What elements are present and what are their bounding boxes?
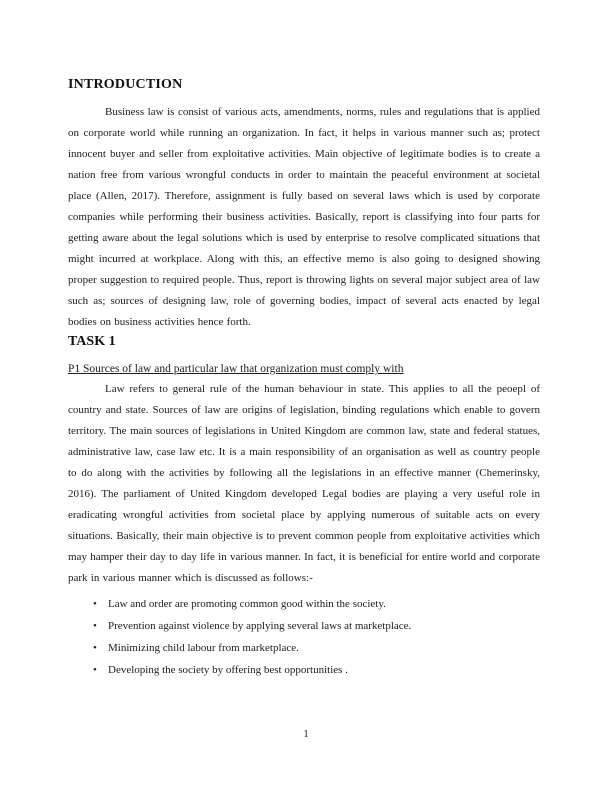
section-heading-introduction: INTRODUCTION bbox=[68, 77, 183, 92]
bullet-icon: • bbox=[93, 642, 97, 654]
bullet-item bbox=[68, 615, 540, 637]
bullet-item-text: Law and order are promoting common good within the society. bbox=[108, 598, 386, 610]
introduction-paragraph: Business law is consist of various acts, amendments, norms, rules and regulations that is applied on corporate world while running an organization. In fact, it helps in various manner such as; protect innocent buyer and seller from exploitative activities. Main objective of legitimate bodies is to create a nation free from various wrongful conducts in order to maintain the peaceful environment at societal place (Allen, 2017). Therefore, assignment is fully based on several laws which is used by corporate companies while performing their business activities. Basically, report is classifying into four parts for getting aware about the legal solutions which is used by enterprise to resolve complicated situations that might incurred at workplace. Along with this, an effective memo is also going to designed showing proper suggestion to required people. Thus, report is throwing lights on several major subject area of law such as; sources of designing law, role of governing bodies, impact of several acts enacted by legal bodies on business activities hence forth. bbox=[68, 106, 540, 328]
bullet-icon: • bbox=[93, 620, 97, 632]
bullet-item-text: Prevention against violence by applying several laws at marketplace. bbox=[108, 620, 412, 632]
document-content bbox=[68, 0, 540, 681]
p1-paragraph: Law refers to general rule of the human behaviour in state. This applies to all the peoepl of country and state. Sources of law are origins of legislation, binding regulations which enable to govern territory. The main sources of legislations in United Kingdom are common law, state and federal statues, administrative law, case law etc. It is a main responsibility of an organisation as well as country people to do along with the activities by following all the legislations in an effective manner (Chemerinsky, 2016). The parliament of United Kingdom developed Legal bodies are playing a very useful role in eradicating wrongful activities from societal place by applying numerous of suitable acts on every situations. Basically, their main objective is to prevent common people from exploitative activities which may hamper their day to day life in various manner. In fact, it is beneficial for entire world and corporate park in various manner which is discussed as follows:- bbox=[68, 383, 540, 584]
bullet-item bbox=[68, 659, 540, 681]
section-heading-task1: TASK 1 bbox=[68, 334, 116, 349]
p1-subheading: P1 Sources of law and particular law that organization must comply with bbox=[68, 363, 404, 375]
bullet-item bbox=[68, 593, 540, 615]
bullet-item-text: Minimizing child labour from marketplace. bbox=[108, 642, 299, 654]
bullet-item bbox=[68, 637, 540, 659]
bullet-list bbox=[68, 593, 540, 681]
page-number: 1 bbox=[303, 728, 309, 740]
bullet-icon: • bbox=[93, 664, 97, 676]
bullet-item-text: Developing the society by offering best opportunities . bbox=[108, 664, 348, 676]
bullet-icon: • bbox=[93, 598, 97, 610]
